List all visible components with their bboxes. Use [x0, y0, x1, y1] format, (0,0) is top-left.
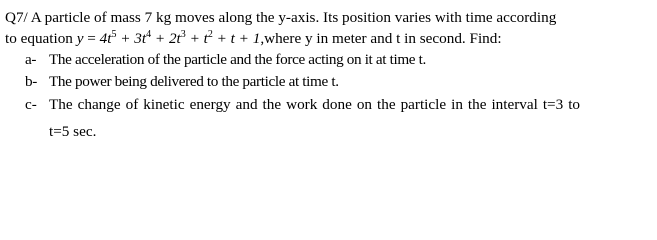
equation-exponent-3: 3 — [180, 29, 186, 40]
equation-exponent-1: 5 — [111, 29, 117, 40]
part-c — [25, 95, 580, 114]
equation-prefix: to equation — [5, 30, 73, 47]
part-a — [25, 50, 426, 69]
equation-term-3: + 2t — [154, 30, 181, 47]
position-equation — [77, 30, 261, 47]
question-intro: A particle of mass 7 kg moves along the y-axis. Its position varies with time according — [30, 9, 557, 26]
part-c-marker: c- — [25, 96, 37, 113]
part-a-marker: a- — [25, 51, 37, 68]
part-b-text: The power being delivered to the particle at time t. — [49, 73, 339, 90]
equation-exponent-4: 2 — [207, 29, 213, 40]
part-c-text: The change of kinetic energy and the work done on the particle in the interval t=3 to — [49, 96, 581, 113]
equation-term-1: 4t — [99, 30, 112, 47]
part-b — [25, 72, 339, 91]
equation-line — [5, 29, 502, 48]
equation-term-5: + t + 1 — [216, 30, 261, 47]
question-intro-line — [5, 8, 556, 27]
equation-term-4: + t — [189, 30, 208, 47]
equation-equals: = — [87, 30, 96, 47]
question-number: Q7/ — [5, 9, 28, 26]
equation-suffix: ,where y in meter and t in second. Find: — [260, 30, 502, 47]
equation-exponent-2: 4 — [146, 29, 152, 40]
part-c-continuation: t=5 sec. — [49, 123, 97, 140]
part-a-text: The acceleration of the particle and the force acting on it at time t. — [49, 51, 426, 68]
equation-term-2: + 3t — [120, 30, 147, 47]
equation-variable-y: y — [76, 30, 84, 47]
part-b-marker: b- — [25, 73, 37, 90]
